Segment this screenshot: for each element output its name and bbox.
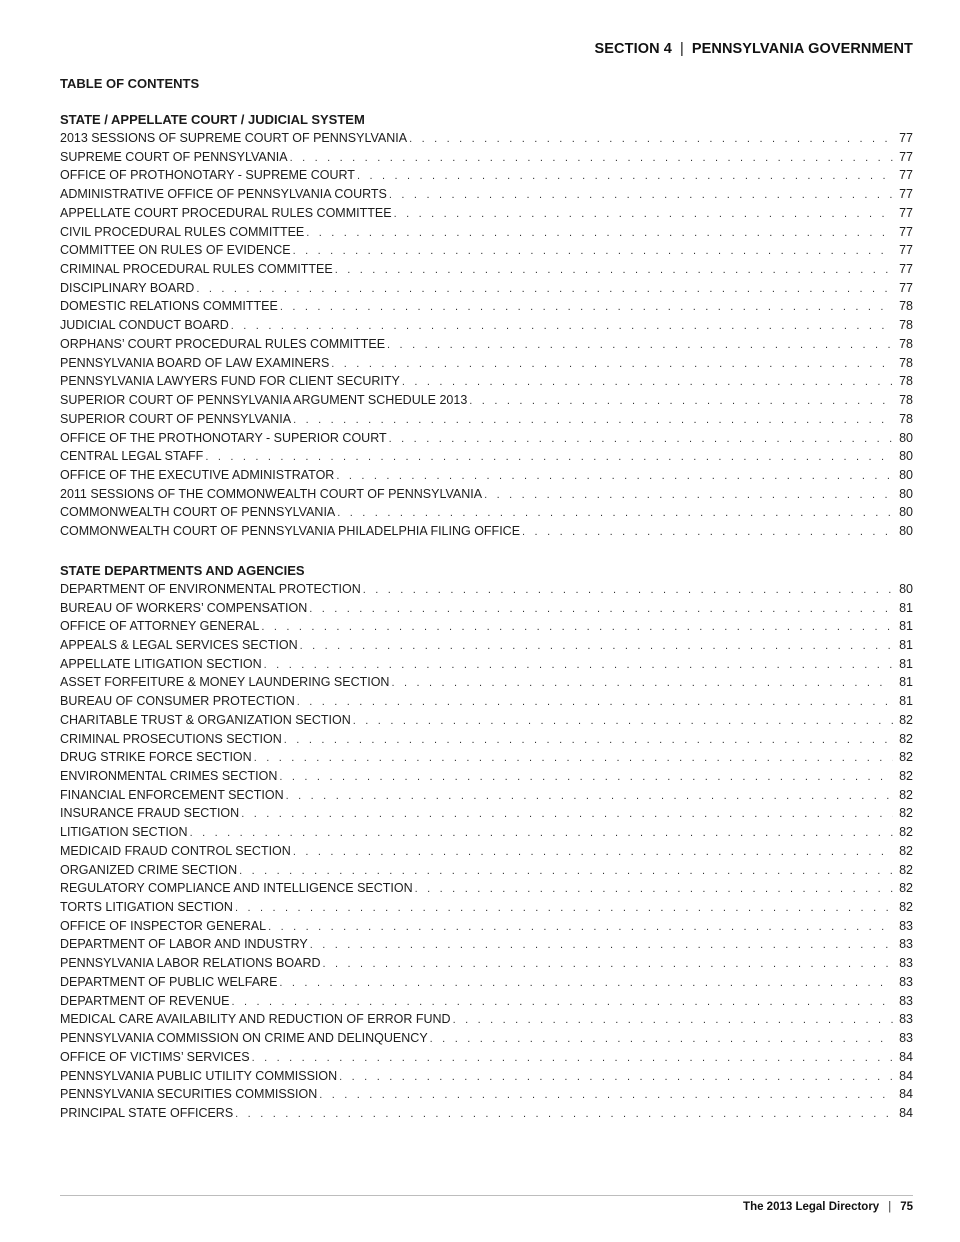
toc-entry-page: 84	[899, 1049, 913, 1064]
toc-entry-label: PENNSYLVANIA BOARD OF LAW EXAMINERS	[60, 355, 330, 370]
toc-entry-page: 82	[899, 900, 913, 915]
toc-entry-page: 81	[899, 675, 913, 690]
dot-leader	[415, 880, 893, 899]
dot-leader	[363, 581, 893, 600]
toc-entry-page: 82	[899, 750, 913, 765]
dot-leader	[235, 899, 893, 918]
toc-entry-label: PENNSYLVANIA LABOR RELATIONS BOARD	[60, 956, 321, 971]
toc-entry[interactable]	[60, 522, 913, 541]
toc-entry[interactable]	[60, 673, 913, 692]
toc-entry[interactable]	[60, 879, 913, 898]
dot-leader	[235, 1105, 893, 1124]
toc-entry-page: 82	[899, 881, 913, 896]
toc-entry[interactable]	[60, 485, 913, 504]
toc-entry-label: 2011 SESSIONS OF THE COMMONWEALTH COURT OF PENNSYLVANIA	[60, 486, 483, 501]
dot-leader	[335, 261, 893, 280]
dot-leader	[391, 674, 893, 693]
toc-entry-label: CIVIL PROCEDURAL RULES COMMITTEE	[60, 224, 305, 239]
toc-entry[interactable]	[60, 391, 913, 410]
toc-entry-page: 77	[899, 243, 913, 258]
toc-entry-page: 81	[899, 619, 913, 634]
toc-entry-page: 80	[899, 581, 913, 596]
toc-entry-label: PENNSYLVANIA LAWYERS FUND FOR CLIENT SECURITY	[60, 374, 400, 389]
dot-leader	[268, 918, 893, 937]
dot-leader	[336, 467, 893, 486]
dot-leader	[309, 600, 893, 619]
header-separator: |	[679, 41, 684, 57]
toc-entry-page: 80	[899, 449, 913, 464]
dot-leader	[430, 1030, 893, 1049]
toc-entry-page: 77	[899, 280, 913, 295]
dot-leader	[293, 242, 893, 261]
toc-entry[interactable]	[60, 636, 913, 655]
dot-leader	[300, 637, 893, 656]
toc-entry-page: 83	[899, 974, 913, 989]
toc-entry[interactable]	[60, 335, 913, 354]
toc-entry-label: INSURANCE FRAUD SECTION	[60, 806, 240, 821]
toc-entry-page: 83	[899, 1012, 913, 1027]
toc-entry-label: APPELLATE COURT PROCEDURAL RULES COMMITTEE	[60, 205, 392, 220]
dot-leader	[353, 712, 893, 731]
dot-leader	[279, 974, 893, 993]
toc-entry[interactable]	[60, 354, 913, 373]
toc-entry[interactable]	[60, 617, 913, 636]
toc-entry-page: 82	[899, 769, 913, 783]
toc-entry-page: 80	[899, 524, 913, 539]
dot-leader	[239, 862, 893, 881]
toc-entry-label: BUREAU OF WORKERS’ COMPENSATION	[60, 600, 308, 615]
section-heading: STATE / APPELLATE COURT / JUDICIAL SYSTEM	[60, 112, 365, 127]
toc-entry-page: 83	[899, 1031, 913, 1046]
toc-entry-label: CRIMINAL PROCEDURAL RULES COMMITTEE	[60, 262, 333, 277]
toc-entry-page: 83	[899, 993, 913, 1008]
toc-entry-page: 82	[899, 825, 913, 840]
toc-entry-page: 80	[899, 505, 913, 520]
toc-entry-label: CRIMINAL PROSECUTIONS SECTION	[60, 731, 282, 746]
toc-entry[interactable]	[60, 241, 913, 260]
toc-entry-label: COMMONWEALTH COURT OF PENNSYLVANIA	[60, 505, 336, 520]
toc-entry-page: 77	[899, 168, 913, 183]
toc-entry-label: MEDICAL CARE AVAILABILITY AND REDUCTION OF ERROR FUND	[60, 1012, 451, 1027]
toc-entry-label: ASSET FORFEITURE & MONEY LAUNDERING SECTION	[60, 675, 390, 690]
toc-entry-label: CHARITABLE TRUST & ORGANIZATION SECTION	[60, 712, 351, 727]
toc-entry-page: 77	[899, 224, 913, 239]
toc-entry-page: 82	[899, 731, 913, 746]
toc-entry[interactable]	[60, 372, 913, 391]
toc-entry-page: 83	[899, 937, 913, 952]
toc-entry[interactable]	[60, 447, 913, 466]
dot-leader	[254, 749, 893, 768]
table-of-contents	[60, 74, 913, 1123]
toc-entry-page: 84	[899, 1105, 913, 1120]
page-number: 75	[900, 1201, 913, 1213]
dot-leader	[389, 430, 893, 449]
toc-entry-label: JUDICIAL CONDUCT BOARD	[60, 318, 229, 333]
toc-entry-page: 81	[899, 694, 913, 709]
toc-entry-label: OFFICE OF ATTORNEY GENERAL	[60, 619, 260, 634]
toc-entry-label: FINANCIAL ENFORCEMENT SECTION	[60, 787, 284, 802]
toc-entry[interactable]	[60, 166, 913, 185]
toc-entry-page: 82	[899, 862, 913, 877]
toc-entry-label: TORTS LITIGATION SECTION	[60, 900, 233, 915]
toc-entry[interactable]	[60, 1104, 913, 1123]
toc-entry[interactable]	[60, 954, 913, 973]
toc-entry-page: 77	[899, 187, 913, 202]
toc-entry[interactable]	[60, 1067, 913, 1086]
toc-entry-label: ORGANIZED CRIME SECTION	[60, 862, 238, 877]
dot-leader	[264, 656, 893, 675]
toc-entry[interactable]	[60, 823, 913, 842]
toc-entry[interactable]	[60, 917, 913, 936]
dot-leader	[357, 167, 893, 186]
toc-entry-label: ENVIRONMENTAL CRIMES SECTION	[60, 769, 278, 783]
dot-leader	[280, 298, 893, 317]
toc-entry[interactable]	[60, 503, 913, 522]
toc-entry-label: OFFICE OF INSPECTOR GENERAL	[60, 918, 267, 933]
dot-leader	[522, 523, 893, 542]
toc-entry-page: 81	[899, 637, 913, 652]
dot-leader	[279, 768, 893, 787]
toc-entry[interactable]	[60, 842, 913, 861]
toc-entry-label: OFFICE OF VICTIMS’ SERVICES	[60, 1049, 250, 1064]
toc-entry[interactable]	[60, 1048, 913, 1067]
toc-entry-page: 78	[899, 318, 913, 333]
toc-entry-page: 78	[899, 411, 913, 426]
toc-entry-page: 80	[899, 430, 913, 445]
dot-leader	[331, 355, 893, 374]
toc-entry-page: 78	[899, 374, 913, 389]
dot-leader	[409, 130, 893, 149]
toc-entry[interactable]	[60, 730, 913, 749]
toc-entry-label: OFFICE OF THE PROTHONOTARY - SUPERIOR COURT	[60, 430, 387, 445]
toc-entry-label: PENNSYLVANIA PUBLIC UTILITY COMMISSION	[60, 1068, 338, 1083]
toc-entry-page: 82	[899, 712, 913, 727]
dot-leader	[306, 224, 893, 243]
toc-entry-page: 82	[899, 806, 913, 821]
toc-entry-label: OFFICE OF PROTHONOTARY - SUPREME COURT	[60, 168, 355, 183]
toc-entry-page: 83	[899, 918, 913, 933]
toc-entry[interactable]	[60, 861, 913, 880]
dot-leader	[469, 392, 893, 411]
toc-sections	[60, 110, 913, 1123]
toc-entry[interactable]	[60, 1010, 913, 1029]
toc-entry-label: DOMESTIC RELATIONS COMMITTEE	[60, 299, 278, 314]
toc-entry[interactable]	[60, 786, 913, 805]
toc-entry[interactable]	[60, 692, 913, 711]
page-header	[595, 41, 914, 57]
toc-entry-label: DEPARTMENT OF PUBLIC WELFARE	[60, 974, 278, 989]
toc-entry-page: 77	[899, 262, 913, 277]
section-number: SECTION 4	[594, 41, 672, 57]
toc-entry-label: DEPARTMENT OF LABOR AND INDUSTRY	[60, 937, 308, 952]
toc-entry[interactable]	[60, 316, 913, 335]
dot-leader	[293, 843, 893, 862]
toc-entry[interactable]	[60, 992, 913, 1011]
dot-leader	[319, 1086, 893, 1105]
toc-entry-page: 82	[899, 843, 913, 858]
toc-entry[interactable]	[60, 898, 913, 917]
dot-leader	[261, 618, 893, 637]
toc-entry[interactable]	[60, 748, 913, 767]
dot-leader	[293, 411, 893, 430]
toc-entry-label: LITIGATION SECTION	[60, 825, 188, 840]
section-heading: STATE DEPARTMENTS AND AGENCIES	[60, 562, 305, 578]
dot-leader	[196, 280, 893, 299]
toc-entry-label: MEDICAID FRAUD CONTROL SECTION	[60, 843, 291, 858]
toc-entry-page: 80	[899, 467, 913, 482]
toc-entry-label: DRUG STRIKE FORCE SECTION	[60, 750, 252, 765]
dot-leader	[284, 731, 893, 750]
toc-entry[interactable]	[60, 185, 913, 204]
toc-entry-page: 80	[899, 486, 913, 501]
toc-entry[interactable]	[60, 297, 913, 316]
toc-entry-label: SUPERIOR COURT OF PENNSYLVANIA ARGUMENT SCHEDULE 2013	[60, 393, 468, 408]
publication-name: The 2013 Legal Directory	[743, 1201, 880, 1213]
toc-entry[interactable]	[60, 1085, 913, 1104]
toc-entry-label: DISCIPLINARY BOARD	[60, 280, 195, 295]
dot-leader	[231, 317, 893, 336]
toc-entry-label: SUPREME COURT OF PENNSYLVANIA	[60, 149, 288, 164]
page-footer	[743, 1201, 913, 1213]
toc-entry-label: PENNSYLVANIA SECURITIES COMMISSION	[60, 1087, 318, 1102]
dot-leader	[339, 1068, 893, 1087]
toc-entry[interactable]	[60, 1029, 913, 1048]
dot-leader	[387, 336, 893, 355]
toc-entry-label: PRINCIPAL STATE OFFICERS	[60, 1105, 234, 1120]
toc-entry[interactable]	[60, 148, 913, 167]
dot-leader	[231, 993, 893, 1012]
toc-entry[interactable]	[60, 935, 913, 954]
toc-entry-label: CENTRAL LEGAL STAFF	[60, 449, 204, 464]
toc-title: TABLE OF CONTENTS	[60, 76, 200, 91]
toc-entry-label: COMMONWEALTH COURT OF PENNSYLVANIA PHILADELPHIA FILING OFFICE	[60, 524, 521, 539]
dot-leader	[402, 373, 893, 392]
dot-leader	[389, 186, 893, 205]
toc-entry-label: APPEALS & LEGAL SERVICES SECTION	[60, 637, 298, 652]
toc-entry-label: OFFICE OF THE EXECUTIVE ADMINISTRATOR	[60, 467, 335, 482]
toc-entry[interactable]	[60, 711, 913, 730]
toc-entry[interactable]	[60, 973, 913, 992]
footer-divider	[60, 1195, 913, 1196]
toc-entry-label: REGULATORY COMPLIANCE AND INTELLIGENCE SECTION	[60, 881, 413, 896]
section-title: PENNSYLVANIA GOVERNMENT	[691, 41, 913, 57]
toc-entry-label: BUREAU OF CONSUMER PROTECTION	[60, 694, 295, 709]
toc-entry-label: 2013 SESSIONS OF SUPREME COURT OF PENNSYLVANIA	[60, 131, 408, 145]
toc-entry-label: DEPARTMENT OF ENVIRONMENTAL PROTECTION	[60, 581, 361, 596]
toc-entry-page: 78	[899, 393, 913, 408]
dot-leader	[290, 149, 893, 168]
dot-leader	[484, 486, 893, 505]
toc-entry[interactable]	[60, 279, 913, 298]
toc-entry[interactable]	[60, 410, 913, 429]
toc-entry-page: 77	[899, 205, 913, 220]
toc-entry-page: 78	[899, 355, 913, 370]
toc-entry[interactable]	[60, 599, 913, 618]
toc-entry[interactable]	[60, 204, 913, 223]
toc-entry[interactable]	[60, 655, 913, 674]
toc-entry-label: SUPERIOR COURT OF PENNSYLVANIA	[60, 411, 292, 426]
toc-entry-page: 78	[899, 299, 913, 314]
toc-entry[interactable]	[60, 767, 913, 786]
dot-leader	[190, 824, 893, 843]
toc-entry-label: PENNSYLVANIA COMMISSION ON CRIME AND DELINQUENCY	[60, 1031, 428, 1046]
toc-entry[interactable]	[60, 804, 913, 823]
dot-leader	[241, 805, 893, 824]
toc-entry-label: ORPHANS’ COURT PROCEDURAL RULES COMMITTEE	[60, 336, 386, 351]
dot-leader	[453, 1011, 893, 1030]
toc-entry-page: 84	[899, 1068, 913, 1083]
toc-entry[interactable]	[60, 223, 913, 242]
toc-entry[interactable]	[60, 129, 913, 148]
dot-leader	[252, 1049, 893, 1068]
toc-entry[interactable]	[60, 580, 913, 599]
toc-entry[interactable]	[60, 429, 913, 448]
toc-entry-label: ADMINISTRATIVE OFFICE OF PENNSYLVANIA COURTS	[60, 187, 387, 202]
toc-entry-page: 78	[899, 336, 913, 351]
dot-leader	[205, 448, 893, 467]
toc-entry-page: 82	[899, 787, 913, 802]
toc-entry[interactable]	[60, 260, 913, 279]
toc-entry-page: 84	[899, 1087, 913, 1102]
toc-entry-label: COMMITTEE ON RULES OF EVIDENCE	[60, 243, 291, 258]
dot-leader	[286, 787, 893, 806]
toc-entry-label: DEPARTMENT OF REVENUE	[60, 993, 230, 1008]
toc-entry-page: 77	[899, 131, 913, 145]
dot-leader	[394, 205, 893, 224]
dot-leader	[310, 936, 893, 955]
toc-entry-page: 81	[899, 600, 913, 615]
toc-entry-page: 83	[899, 956, 913, 971]
toc-entry-page: 81	[899, 656, 913, 671]
toc-entry[interactable]	[60, 466, 913, 485]
dot-leader	[323, 955, 894, 974]
dot-leader	[337, 504, 893, 523]
footer-separator: |	[888, 1201, 892, 1213]
toc-entry-label: APPELLATE LITIGATION SECTION	[60, 656, 262, 671]
dot-leader	[297, 693, 893, 712]
toc-entry-page: 77	[899, 149, 913, 164]
